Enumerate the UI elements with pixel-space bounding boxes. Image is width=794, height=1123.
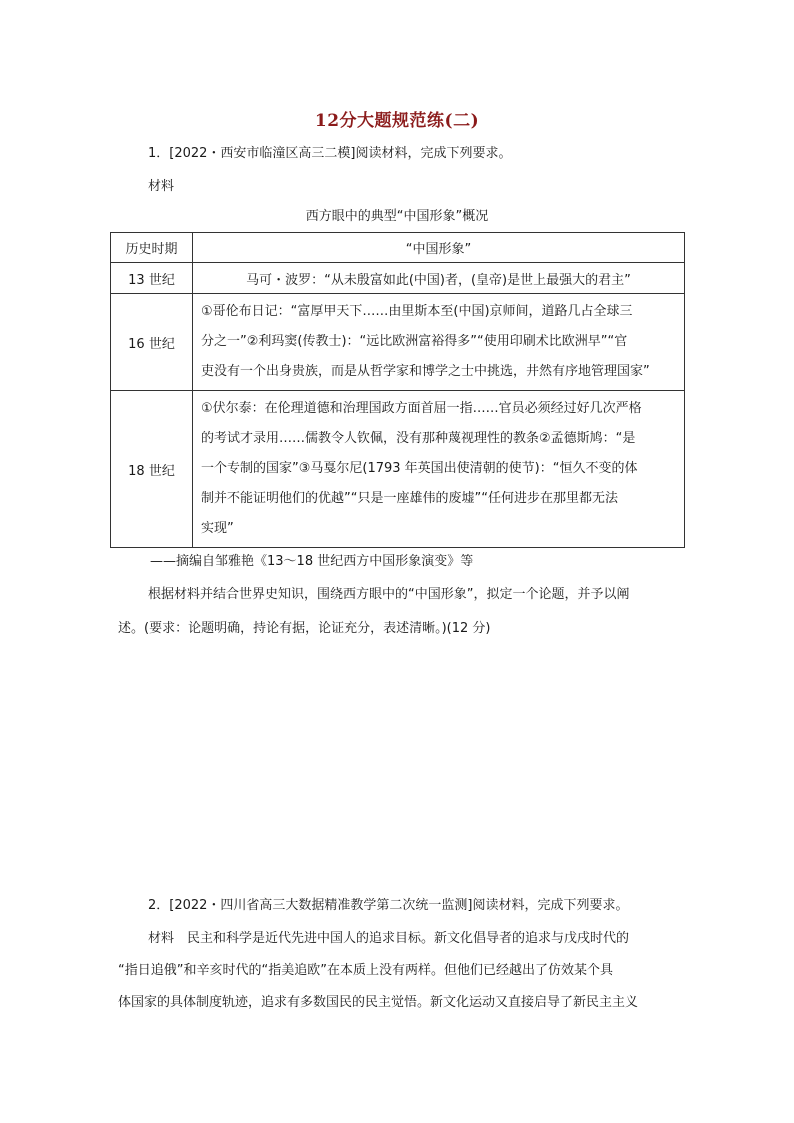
- table-caption: 西方眼中的典型“中国形象”概况: [305, 209, 489, 224]
- header-period: 历史时期: [111, 233, 193, 263]
- image-cell: [193, 391, 685, 548]
- question-1-instruction-cont: 述。(要求：论题明确，持论有据，论证充分，表述清晰。)(12 分): [118, 621, 491, 636]
- page-title: 12分大题规范练(二): [314, 111, 480, 131]
- period-cell: 18 世纪: [111, 391, 193, 548]
- image-cell: [193, 294, 685, 391]
- image-cell: 马可・波罗：“从未殷富如此(中国)者，(皇帝)是世上最强大的君主”: [193, 263, 685, 294]
- cell-line: 分之一”②利玛窦(传教士)：“远比欧洲富裕得多”“使用印刷术比欧洲早”“官: [201, 334, 628, 349]
- question-2-material-cont: “指日追俄”和辛亥时代的“指美追欧”在本质上没有两样。但他们已经越出了仿效某个具: [118, 963, 613, 978]
- question-2-stem: 2．[2022・四川省高三大数据精准教学第二次统一监测]阅读材料，完成下列要求。: [148, 898, 629, 913]
- cell-line: 的考试才录用……儒教令人钦佩，没有那种蔑视理性的教条②孟德斯鸠：“是: [201, 431, 636, 446]
- table-row: [111, 263, 685, 294]
- cell-line: 实现”: [201, 521, 234, 536]
- question-2-material: 材料 民主和科学是近代先进中国人的追求目标。新文化倡导者的追求与戊戌时代的: [148, 931, 630, 946]
- question-1-stem: 1．[2022・西安市临潼区高三二模]阅读材料，完成下列要求。: [148, 146, 512, 161]
- cell-line: 吏没有一个出身贵族，而是从哲学家和博学之士中挑选，井然有序地管理国家”: [201, 364, 650, 379]
- question-1-instruction: 根据材料并结合世界史知识，围绕西方眼中的“中国形象”，拟定一个论题，并予以阐: [148, 587, 630, 602]
- table-header-row: [111, 233, 685, 263]
- cell-line: ①哥伦布日记：“富厚甲天下……由里斯本至(中国)京师间，道路几占全球三: [201, 304, 633, 319]
- table-row: [111, 391, 685, 548]
- question-2-material-cont: 体国家的具体制度轨迹，追求有多数国民的民主觉悟。新文化运动又直接启导了新民主主义: [118, 995, 639, 1010]
- period-cell: 16 世纪: [111, 294, 193, 391]
- cell-line: 一个专制的国家”③马戛尔尼(1793 年英国出使清朝的使节)：“恒久不变的体: [201, 461, 638, 476]
- cell-line: ①伏尔泰：在伦理道德和治理国政方面首屈一指……官员必须经过好几次严格: [201, 401, 642, 416]
- header-china-image: “中国形象”: [193, 233, 685, 263]
- cell-line: 制并不能证明他们的优越”“只是一座雄伟的废墟”“任何进步在那里都无法: [201, 491, 618, 506]
- source-citation: ——摘编自邹雅艳《13～18 世纪西方中国形象演变》等: [150, 554, 474, 569]
- period-cell: 13 世纪: [111, 263, 193, 294]
- material-label: 材料: [148, 179, 175, 194]
- china-image-table: [110, 232, 685, 548]
- table-row: [111, 294, 685, 391]
